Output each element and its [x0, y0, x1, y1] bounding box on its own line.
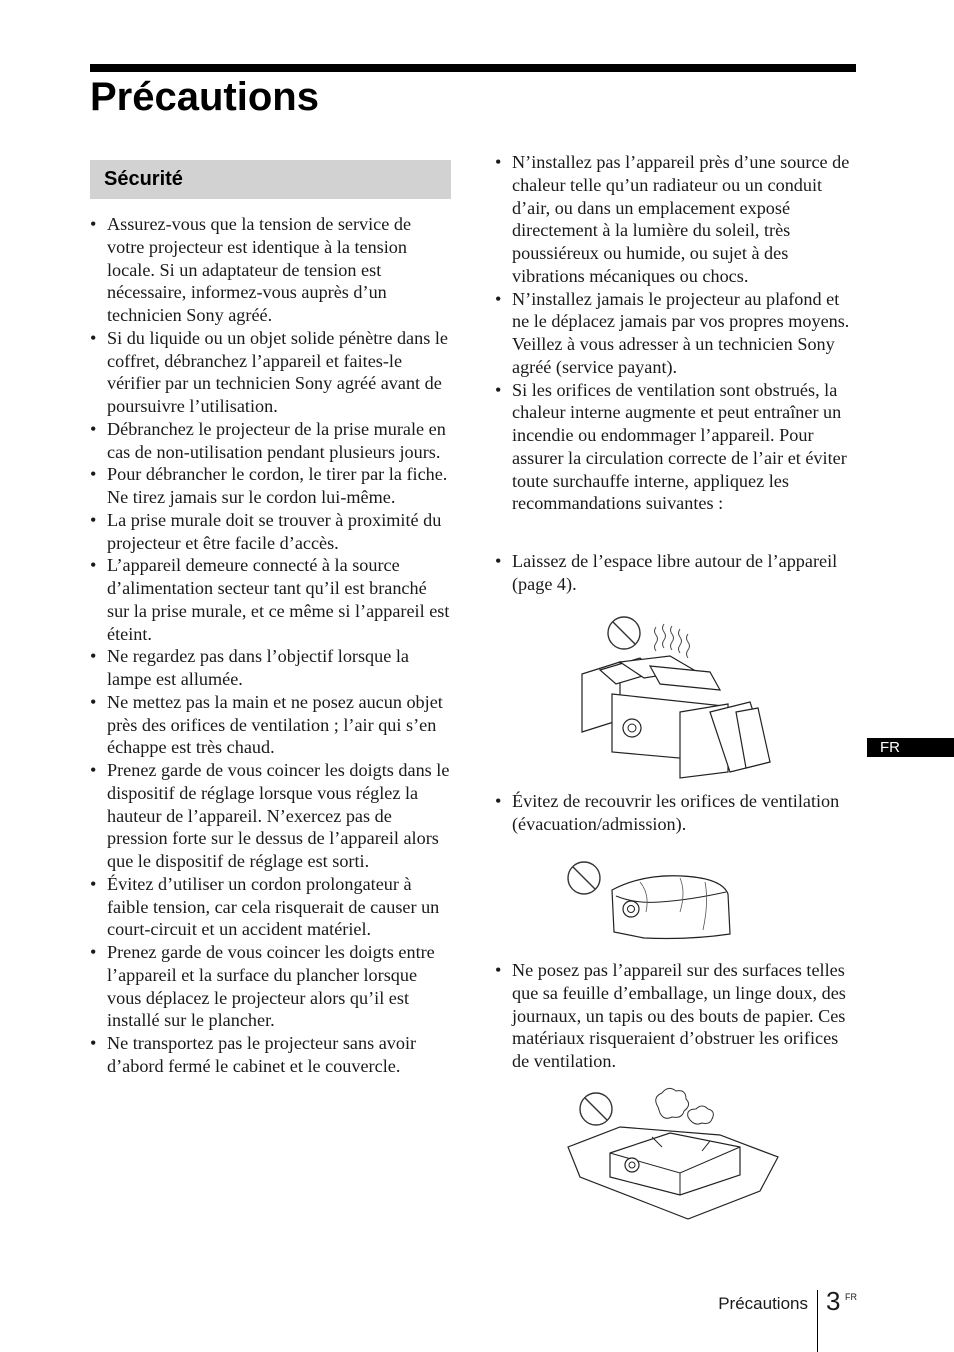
section-title: Sécurité: [104, 168, 183, 190]
recommendation-item: • Ne posez pas l’appareil sur des surfaces telles que sa feuille d’emballage, un linge doux, des journaux, un tapis ou des bouts de papier. Ces matériaux risqueraient d’obstruer les orifices de ventilation.: [495, 959, 857, 1073]
page-number-suffix: FR: [845, 1292, 857, 1302]
recommendation-list: [495, 959, 857, 1073]
recommendation-item: • Évitez de recouvrir les orifices de ventilation (évacuation/admission).: [495, 790, 857, 836]
footer-divider: [817, 1290, 818, 1352]
bullet-item: • N’installez pas l’appareil près d’une source de chaleur telle qu’un radiateur ou un conduit d’air, ou dans un emplacement exposé directement à la lumière du soleil, très poussiéreux ou humide, ou sujet à des vibrations mécaniques ou chocs.: [495, 151, 857, 288]
smoke-icon: [656, 1088, 714, 1124]
bullet-item: • N’installez jamais le projecteur au plafond et ne le déplacez jamais par vos propres moyens. Veillez à vous adresser à un technicien Sony agréé (service payant).: [495, 288, 857, 379]
illustration-projector-covered: [560, 852, 735, 947]
footer-section-label: Précautions: [718, 1294, 808, 1313]
bullet-item: • Si du liquide ou un objet solide pénètre dans le coffret, débranchez l’appareil et faites-le vérifier par un technicien Sony agréé avant de poursuivre l’utilisation.: [90, 327, 450, 418]
language-tab: [867, 738, 954, 757]
recommendation-list: [495, 550, 857, 596]
projector-lens-icon: [623, 719, 641, 737]
safety-list-right: [495, 151, 857, 515]
header-rule: [90, 64, 856, 72]
bullet-item: • Prenez garde de vous coincer les doigts entre l’appareil et la surface du plancher lorsque vous déplacez le projecteur alors qu’il est installé sur le plancher.: [90, 941, 450, 1032]
language-tab-label: FR: [880, 739, 900, 756]
page-number: 3: [826, 1286, 841, 1316]
bullet-item: • L’appareil demeure connecté à la source d’alimentation secteur tant qu’il est branché sur la prise murale, et ce même si l’appareil est éteint.: [90, 554, 450, 645]
bullet-item: • Si les orifices de ventilation sont obstrués, la chaleur interne augmente et peut entraîner un incendie ou endommager l’appareil. Pour assurer la circulation correcte de l’air et éviter toute surchauffe interne, appliquez les recommandations suivantes :: [495, 379, 857, 516]
bullet-item: • La prise murale doit se trouver à proximité du projecteur et être facile d’accès.: [90, 509, 450, 555]
illustration-projector-surrounded-by-boxes: [560, 612, 780, 784]
section-heading-bar: [90, 160, 451, 199]
bullet-item: • Prenez garde de vous coincer les doigts dans le dispositif de réglage lorsque vous réglez la hauteur de l’appareil. N’exercez pas de pression forte sur le dessus de l’appareil alors que le dispositif de réglage est sorti.: [90, 759, 450, 873]
recommendation-item: • Laissez de l’espace libre autour de l’appareil (page 4).: [495, 550, 857, 596]
projector-lens-icon: [623, 901, 639, 917]
bullet-item: • Débranchez le projecteur de la prise murale en cas de non-utilisation pendant plusieurs jours.: [90, 418, 450, 464]
bullet-item: • Évitez d’utiliser un cordon prolongateur à faible tension, car cela risquerait de causer un court-circuit et un accident matériel.: [90, 873, 450, 941]
bullet-item: • Ne transportez pas le projecteur sans avoir d’abord fermé le cabinet et le couvercle.: [90, 1032, 450, 1078]
projector-lens-icon: [625, 1158, 639, 1172]
safety-list-left: [90, 213, 450, 1078]
page-title: Précautions: [90, 75, 319, 119]
bullet-item: • Ne regardez pas dans l’objectif lorsque la lampe est allumée.: [90, 645, 450, 691]
illustration-projector-on-soft-surface: [560, 1087, 785, 1225]
bullet-item: • Pour débrancher le cordon, le tirer par la fiche. Ne tirez jamais sur le cordon lui-même.: [90, 463, 450, 509]
recommendation-list: [495, 790, 857, 836]
heat-waves-icon: [655, 624, 690, 658]
bullet-item: • Ne mettez pas la main et ne posez aucun objet près des orifices de ventilation ; l’air qui s’en échappe est très chaud.: [90, 691, 450, 759]
bullet-item: • Assurez-vous que la tension de service de votre projecteur est identique à la tension locale. Si un adaptateur de tension est nécessaire, informez-vous auprès d’un technicien Sony agréé.: [90, 213, 450, 327]
